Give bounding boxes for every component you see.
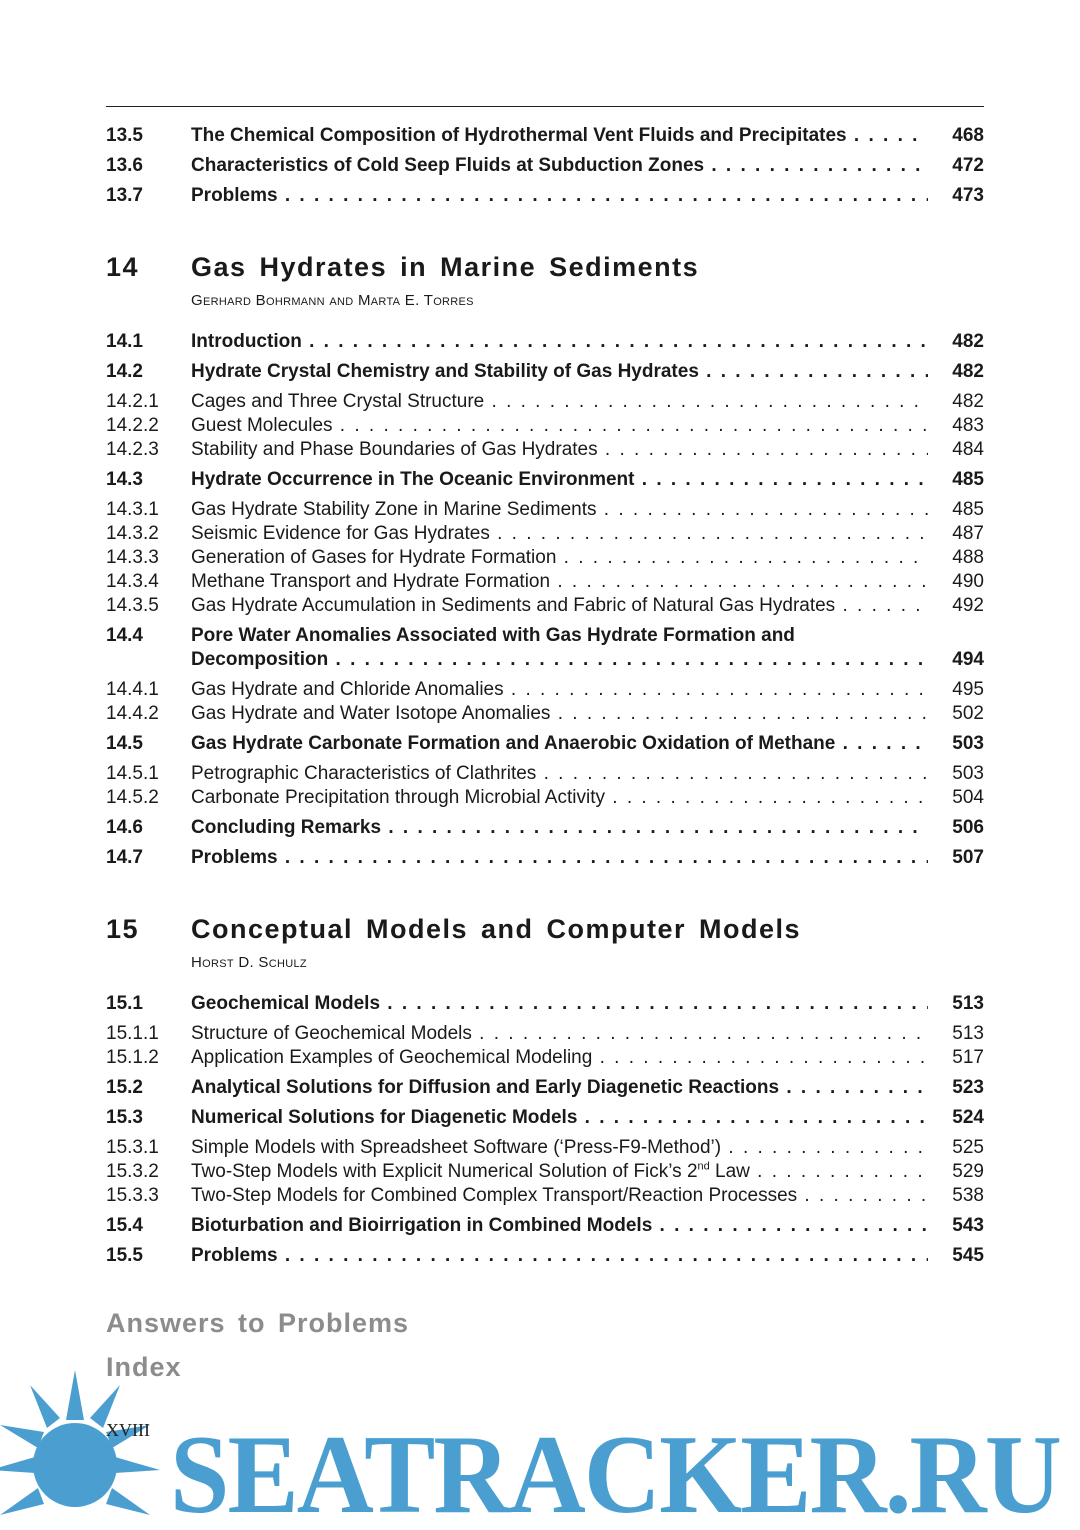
toc-entry[interactable]	[106, 702, 984, 726]
entry-number: 15.3	[106, 1107, 143, 1128]
toc-entry[interactable]	[106, 762, 984, 786]
entry-number: 15.2	[106, 1077, 143, 1098]
entry-title: Seismic Evidence for Gas Hydrates . . .	[191, 522, 928, 546]
toc-entry[interactable]	[106, 1160, 984, 1184]
entry-title: Stability and Phase Boundaries of Gas Hydrates . . .	[191, 438, 928, 462]
entry-page: 524	[952, 1107, 984, 1128]
toc-entry[interactable]	[106, 330, 984, 354]
toc-entry[interactable]	[106, 1022, 984, 1046]
chapter-number: 14	[106, 252, 140, 282]
chapter-number: 15	[106, 914, 140, 944]
entry-title: Gas Hydrate Stability Zone in Marine Sediments . . .	[191, 498, 928, 522]
entry-title: Bioturbation and Bioirrigation in Combined Models . . .	[191, 1214, 928, 1238]
toc-entry[interactable]	[106, 154, 984, 178]
entry-title: Simple Models with Spreadsheet Software (‘Press-F9-Method’) . . .	[191, 1136, 928, 1160]
entry-number: 13.6	[106, 155, 143, 176]
entry-number: 14.3.3	[106, 547, 159, 568]
entry-page: 484	[952, 439, 984, 460]
entry-title: Characteristics of Cold Seep Fluids at Subduction Zones . . .	[191, 154, 928, 178]
watermark-text: SEATRACKER.RU	[170, 1413, 1061, 1530]
entry-title: Application Examples of Geochemical Modeling . . .	[191, 1046, 928, 1070]
entry-title: Geochemical Models . . .	[191, 992, 928, 1016]
entry-title: Gas Hydrate Accumulation in Sediments and Fabric of Natural Gas Hydrates . . .	[191, 594, 928, 618]
entry-number: 13.7	[106, 185, 143, 206]
entry-number: 14.4	[106, 625, 143, 646]
toc-entry[interactable]	[106, 184, 984, 208]
entry-title: Problems . . .	[191, 1244, 928, 1268]
toc-entry[interactable]	[106, 1046, 984, 1070]
toc-entry[interactable]	[106, 1184, 984, 1208]
entry-page: 543	[952, 1215, 984, 1236]
entry-title-main: Two-Step Models with Explicit Numerical Solution of Fick’s 2	[191, 1161, 698, 1182]
entry-title: Problems . . .	[191, 846, 928, 870]
entry-number: 14.3	[106, 469, 143, 490]
entry-page: 482	[952, 361, 984, 382]
entry-number: 14.5	[106, 733, 143, 754]
entry-number: 14.2.3	[106, 439, 159, 460]
entry-page: 482	[952, 391, 984, 412]
entry-number: 15.1.1	[106, 1023, 159, 1044]
entry-page: 492	[952, 595, 984, 616]
watermark	[0, 1370, 1080, 1530]
entry-title: Gas Hydrate and Water Isotope Anomalies . . .	[191, 702, 928, 726]
entry-title: Methane Transport and Hydrate Formation . . .	[191, 570, 928, 594]
entry-title: The Chemical Composition of Hydrothermal Vent Fluids and Precipitates . . .	[191, 124, 928, 148]
entry-page: 495	[952, 679, 984, 700]
entry-number: 14.4.1	[106, 679, 159, 700]
entry-page: 485	[952, 499, 984, 520]
toc-entry[interactable]	[106, 498, 984, 522]
toc-entry[interactable]	[106, 732, 984, 756]
entry-number: 14.7	[106, 847, 143, 868]
toc-entry[interactable]	[106, 124, 984, 148]
toc-entry[interactable]	[106, 1214, 984, 1238]
answers-heading[interactable]: Answers to Problems	[106, 1308, 410, 1338]
entry-title-line2: Decomposition . . .	[191, 649, 928, 670]
entry-page: 487	[952, 523, 984, 544]
entry-page: 485	[952, 469, 984, 490]
sun-logo-icon	[0, 1370, 160, 1515]
entry-number: 14.1	[106, 331, 143, 352]
entry-number: 14.5.2	[106, 787, 159, 808]
entry-page: 523	[952, 1077, 984, 1098]
toc-entry[interactable]	[106, 992, 984, 1016]
entry-page: 473	[952, 185, 984, 206]
entry-page: 482	[952, 331, 984, 352]
entry-number: 14.3.2	[106, 523, 159, 544]
entry-title: Gas Hydrate and Chloride Anomalies . . .	[191, 678, 928, 702]
entry-number: 15.4	[106, 1215, 143, 1236]
entry-number: 13.5	[106, 125, 143, 146]
entry-page: 494	[952, 649, 984, 670]
chapter-author: Gerhard Bohrmann and Marta E. Torres	[191, 292, 474, 309]
chapter-title: Conceptual Models and Computer Models	[191, 914, 802, 944]
toc-entry[interactable]	[106, 846, 984, 870]
entry-page: 513	[952, 1023, 984, 1044]
entry-page: 468	[952, 125, 984, 146]
entry-number: 14.3.1	[106, 499, 159, 520]
toc-entry[interactable]	[106, 522, 984, 546]
page-folio: XVIII	[106, 1420, 150, 1440]
entry-number: 15.1.2	[106, 1047, 159, 1068]
entry-number: 15.3.3	[106, 1185, 159, 1206]
toc-entry[interactable]	[106, 786, 984, 810]
entry-title: Generation of Gases for Hydrate Formation . . .	[191, 546, 928, 570]
entry-title: Numerical Solutions for Diagenetic Models . . .	[191, 1106, 928, 1130]
entry-page: 488	[952, 547, 984, 568]
entry-number: 14.2.2	[106, 415, 159, 436]
entry-number: 15.3.1	[106, 1137, 159, 1158]
entry-title: Cages and Three Crystal Structure . . .	[191, 390, 928, 414]
toc-entry[interactable]	[106, 624, 984, 672]
toc-entry[interactable]	[106, 414, 984, 438]
entry-number: 14.3.5	[106, 595, 159, 616]
entry-title	[191, 624, 928, 672]
entry-number: 15.3.2	[106, 1161, 159, 1182]
entry-number: 14.6	[106, 817, 143, 838]
entry-number: 14.2	[106, 361, 143, 382]
entry-page: 483	[952, 415, 984, 436]
entry-title: Hydrate Crystal Chemistry and Stability of Gas Hydrates . . .	[191, 360, 928, 384]
entry-number: 14.3.4	[106, 571, 159, 592]
toc-entry[interactable]	[106, 1136, 984, 1160]
entry-page: 538	[952, 1185, 984, 1206]
entry-title: Introduction . . .	[191, 330, 928, 354]
toc-entry[interactable]	[106, 546, 984, 570]
toc-entry[interactable]	[106, 594, 984, 618]
entry-title: Guest Molecules . . .	[191, 414, 928, 438]
toc-entry[interactable]	[106, 438, 984, 462]
toc-entry[interactable]	[106, 1106, 984, 1130]
toc-entry[interactable]	[106, 570, 984, 594]
entry-page: 506	[952, 817, 984, 838]
index-heading[interactable]: Index	[106, 1352, 182, 1382]
toc-entry[interactable]	[106, 678, 984, 702]
entry-title: Hydrate Occurrence in The Oceanic Environment . . .	[191, 468, 928, 492]
entry-title: Analytical Solutions for Diffusion and Early Diagenetic Reactions . . .	[191, 1076, 928, 1100]
entry-page: 529	[952, 1161, 984, 1182]
entry-title	[191, 1160, 928, 1184]
entry-number: 14.2.1	[106, 391, 159, 412]
entry-page: 545	[952, 1245, 984, 1266]
entry-title-sup: nd	[697, 1160, 710, 1173]
entry-title-line2-wrap	[191, 648, 928, 672]
entry-number: 15.5	[106, 1245, 143, 1266]
entry-page: 503	[952, 763, 984, 784]
entry-page: 525	[952, 1137, 984, 1158]
entry-page: 504	[952, 787, 984, 808]
toc-entry[interactable]	[106, 1076, 984, 1100]
toc-entry[interactable]	[106, 390, 984, 414]
chapter-title: Gas Hydrates in Marine Sediments	[191, 252, 700, 282]
entry-number: 14.5.1	[106, 763, 159, 784]
toc-entry[interactable]	[106, 1244, 984, 1268]
entry-page: 503	[952, 733, 984, 754]
entry-page: 517	[952, 1047, 984, 1068]
entry-page: 490	[952, 571, 984, 592]
header-rule	[106, 106, 984, 107]
entry-title: Problems . . .	[191, 184, 928, 208]
entry-number: 14.4.2	[106, 703, 159, 724]
entry-title: Two-Step Models for Combined Complex Transport/Reaction Processes . . .	[191, 1184, 928, 1208]
entry-page: 513	[952, 993, 984, 1014]
chapter-author: Horst D. Schulz	[191, 954, 307, 971]
entry-title-line1: Pore Water Anomalies Associated with Gas Hydrate Formation and	[191, 625, 795, 646]
entry-title: Gas Hydrate Carbonate Formation and Anaerobic Oxidation of Methane . . .	[191, 732, 928, 756]
toc-entry[interactable]	[106, 816, 984, 840]
entry-page: 502	[952, 703, 984, 724]
toc-entry[interactable]	[106, 468, 984, 492]
entry-number: 15.1	[106, 993, 143, 1014]
toc-entry[interactable]	[106, 360, 984, 384]
entry-title: Concluding Remarks . . .	[191, 816, 928, 840]
entry-title: Structure of Geochemical Models . . .	[191, 1022, 928, 1046]
entry-title: Petrographic Characteristics of Clathrites . . .	[191, 762, 928, 786]
entry-title: Carbonate Precipitation through Microbial Activity . . .	[191, 786, 928, 810]
entry-title-end: Law	[709, 1161, 750, 1182]
entry-page: 507	[952, 847, 984, 868]
entry-page: 472	[952, 155, 984, 176]
